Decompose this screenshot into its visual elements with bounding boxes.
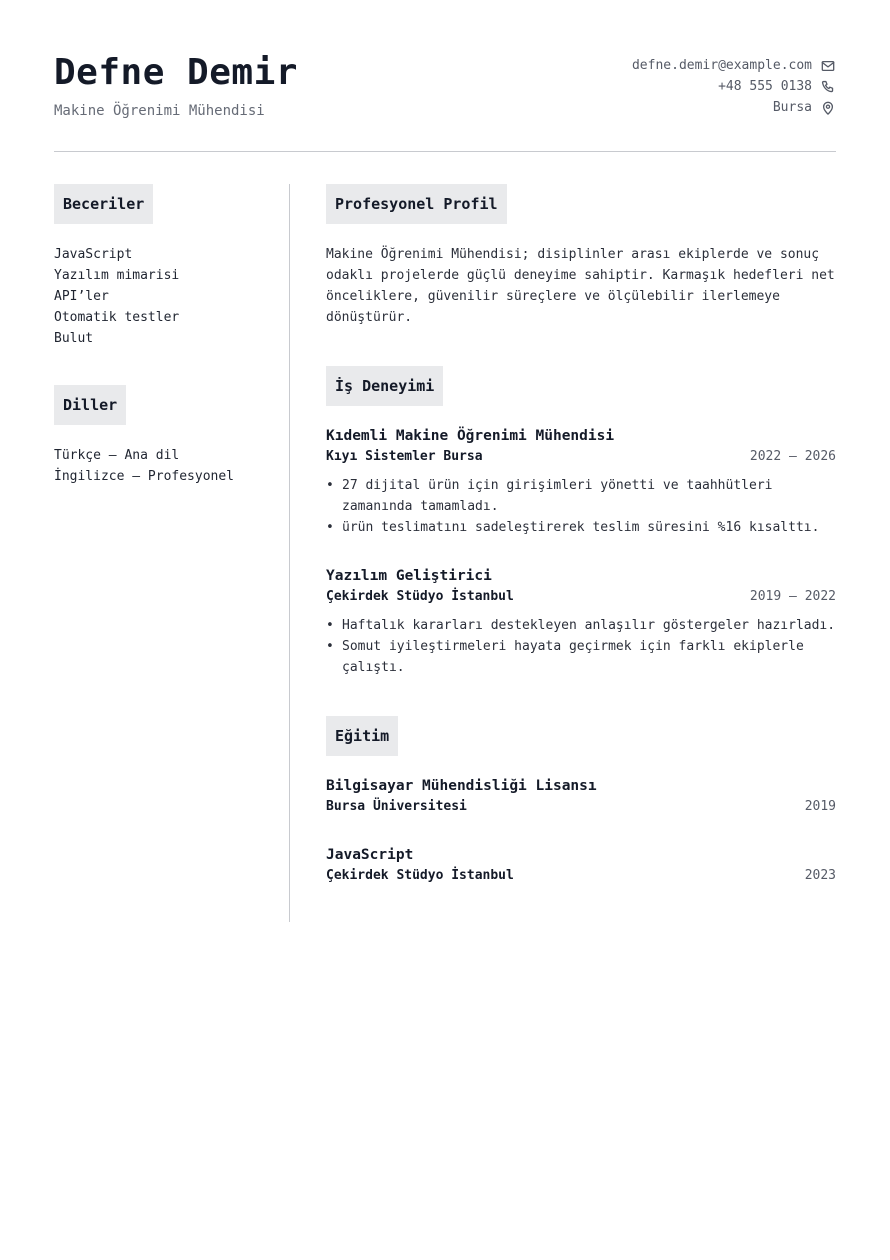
education-degree: JavaScript: [326, 847, 414, 863]
phone-icon: [820, 79, 836, 95]
candidate-name: Defne Demir: [54, 52, 298, 93]
header-divider: [54, 151, 836, 152]
phone-text: +48 555 0138: [718, 79, 812, 94]
bullet-item: • Haftalık kararları destekleyen anlaşılır göstergeler hazırladı.: [326, 618, 836, 633]
job-company: Kıyı Sistemler Bursa: [326, 449, 483, 464]
skills-list: [54, 244, 269, 349]
education-year: 2019: [804, 799, 836, 814]
bullet-item: • 27 dijital ürün için girişimleri yönetti ve taahhütleri zamanında tamamladı.: [326, 478, 773, 514]
column-divider: [289, 184, 290, 922]
job-entry: [326, 426, 836, 538]
job-entry: [326, 566, 836, 678]
location-text: Bursa: [772, 100, 812, 115]
skill-item: Bulut: [54, 331, 94, 346]
contact-block: [632, 55, 836, 118]
languages-list: [54, 445, 269, 487]
skill-item: Yazılım mimarisi: [54, 268, 180, 283]
job-dates: 2022 — 2026: [749, 449, 836, 464]
location-pin-icon: [820, 100, 836, 116]
job-bullets: [326, 475, 836, 538]
contact-email[interactable]: [632, 55, 836, 76]
experience-heading: İş Deneyimi: [326, 366, 443, 406]
profile-heading: Profesyonel Profil: [326, 184, 507, 224]
skill-item: Otomatik testler: [54, 310, 180, 325]
education-year: 2023: [804, 868, 836, 883]
skill-item: JavaScript: [54, 247, 133, 262]
contact-location: [632, 97, 836, 118]
mail-icon: [820, 58, 836, 74]
languages-heading: Diller: [54, 385, 126, 425]
education-school: Bursa Üniversitesi: [326, 799, 467, 814]
job-bullets: [326, 615, 836, 678]
job-entry-title: Kıdemli Makine Öğrenimi Mühendisi: [326, 428, 615, 444]
education-school: Çekirdek Stüdyo İstanbul: [326, 868, 514, 883]
skills-heading: Beceriler: [54, 184, 153, 224]
education-entry: [326, 776, 836, 817]
education-degree: Bilgisayar Mühendisliği Lisansı: [326, 778, 597, 794]
education-heading: Eğitim: [326, 716, 398, 756]
main-content: [326, 184, 836, 886]
education-entry: [326, 845, 836, 886]
bullet-item: • Somut iyileştirmeleri hayata geçirmek için farklı ekiplerle çalıştı.: [326, 639, 804, 675]
bullet-item: • ürün teslimatını sadeleştirerek teslim süresini %16 kısalttı.: [326, 520, 820, 535]
email-text: defne.demir@example.com: [631, 58, 812, 73]
job-title: Makine Öğrenimi Mühendisi: [54, 103, 265, 119]
language-item: İngilizce — Profesyonel: [54, 469, 235, 484]
skill-item: API’ler: [54, 289, 109, 304]
job-dates: 2019 — 2022: [749, 589, 836, 604]
sidebar: [54, 184, 269, 487]
job-company: Çekirdek Stüdyo İstanbul: [326, 589, 514, 604]
language-item: Türkçe — Ana dil: [54, 448, 180, 463]
job-entry-title: Yazılım Geliştirici: [326, 568, 492, 584]
profile-text: Makine Öğrenimi Mühendisi; disiplinler arası ekiplerde ve sonuç odaklı projelerde güçlü deneyime sahiptir. Karmaşık hedefleri net önceliklere, güvenilir süreçlere ve ölçülebilir ilerlemeye dönüştürür.: [326, 247, 835, 325]
contact-phone[interactable]: [632, 76, 836, 97]
